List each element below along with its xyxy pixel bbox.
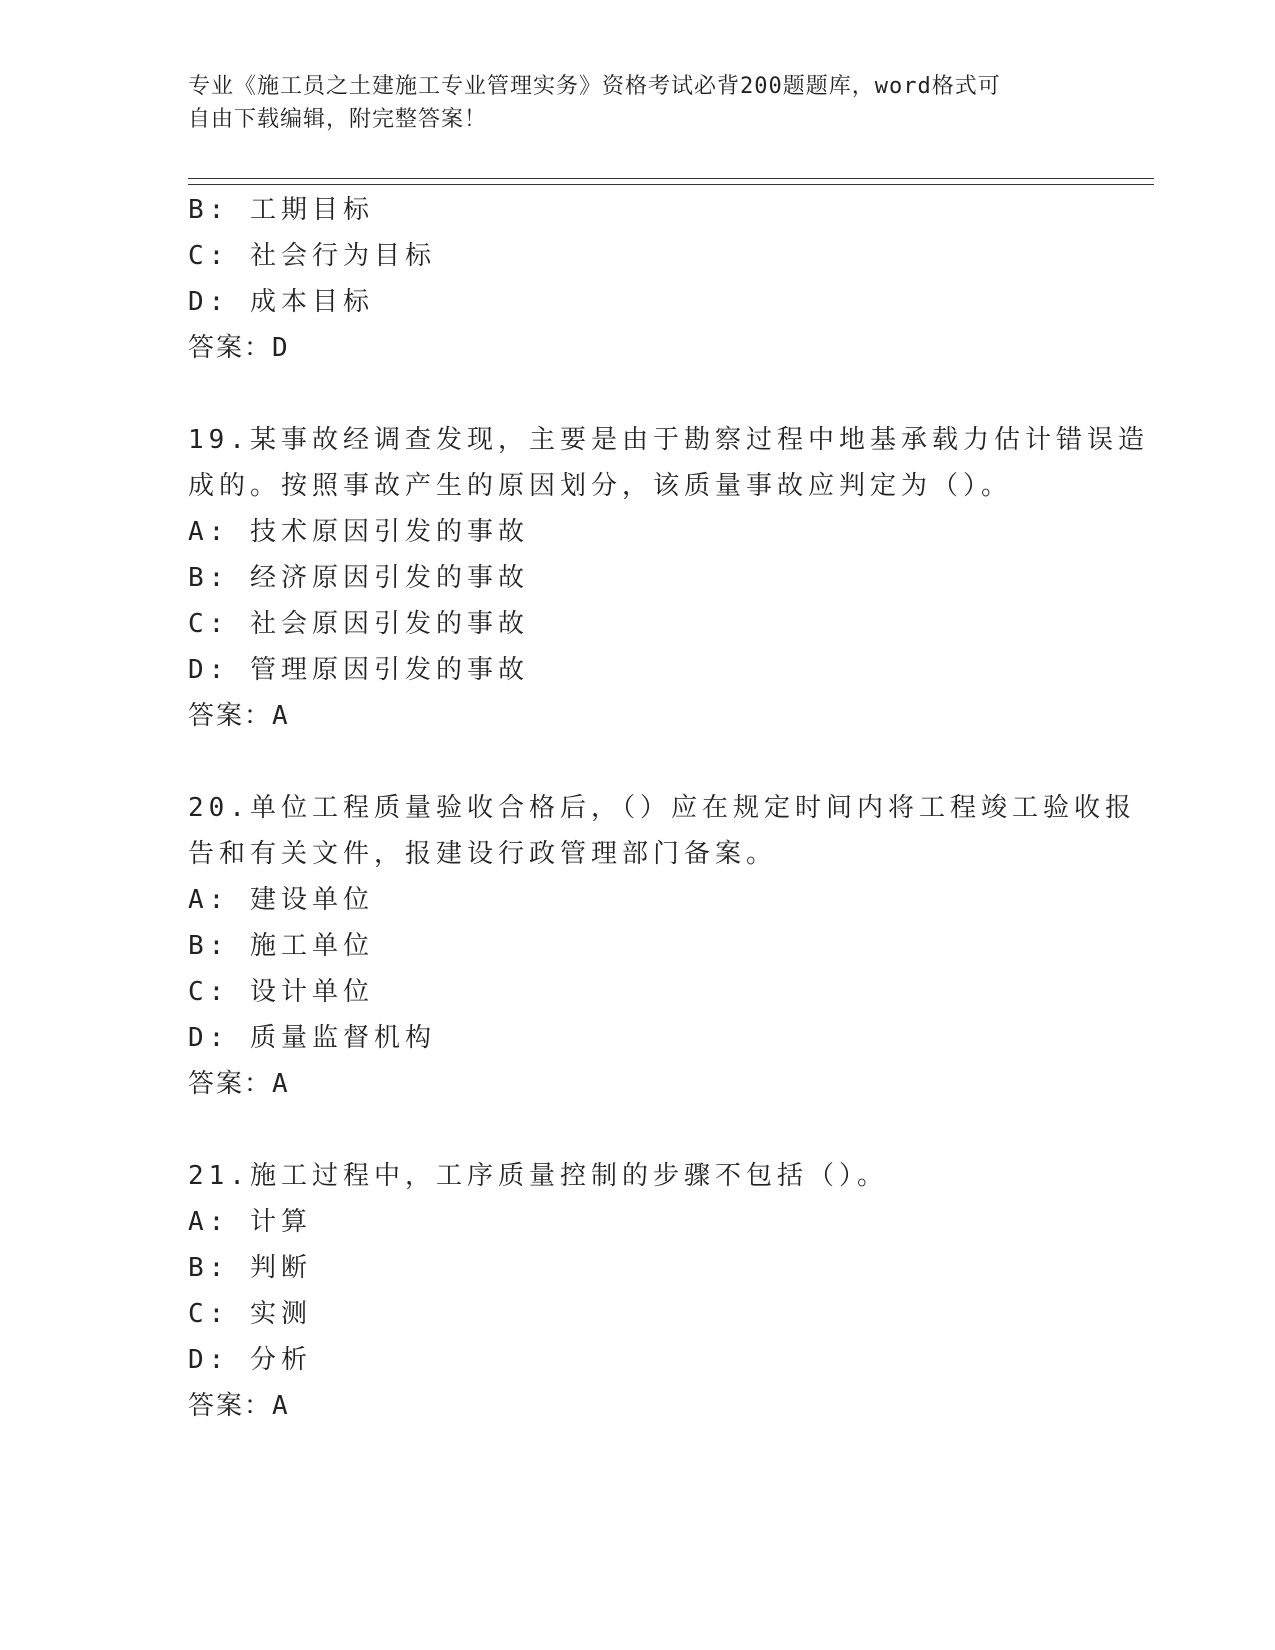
answer-label: 答案： bbox=[188, 333, 273, 363]
question-21 bbox=[188, 1153, 1088, 1429]
answer-label: 答案： bbox=[188, 1069, 273, 1099]
header-title-line-2: 自由下载编辑，附完整答案！ bbox=[188, 107, 488, 132]
answer-value: A bbox=[272, 701, 288, 731]
partial-question bbox=[188, 187, 1088, 371]
question-19 bbox=[188, 417, 1149, 739]
option-b: B: 施工单位 bbox=[188, 931, 374, 961]
option-c: C: 社会行为目标 bbox=[188, 241, 436, 271]
question-20 bbox=[188, 785, 1136, 1107]
answer-line bbox=[188, 325, 1088, 371]
spacer bbox=[188, 1107, 1088, 1153]
answer-line bbox=[188, 1383, 1088, 1429]
question-text-line-2: 告和有关文件，报建设行政管理部门备案。 bbox=[188, 839, 778, 869]
answer-value: A bbox=[272, 1069, 288, 1099]
answer-line bbox=[188, 1061, 1088, 1107]
document-header bbox=[188, 70, 1088, 136]
spacer bbox=[188, 739, 1088, 785]
question-text-line-1: 21.施工过程中，工序质量控制的步骤不包括（）。 bbox=[188, 1161, 888, 1191]
answer-label: 答案： bbox=[188, 701, 273, 731]
question-text-line-1: 19.某事故经调查发现，主要是由于勘察过程中地基承载力估计错误造 bbox=[188, 425, 1149, 455]
header-title-line-1: 专业《施工员之土建施工专业管理实务》资格考试必背200题题库，word格式可 bbox=[188, 74, 1001, 99]
header-double-rule bbox=[188, 178, 1154, 185]
option-a: A: 建设单位 bbox=[188, 885, 374, 915]
answer-line bbox=[188, 693, 1088, 739]
question-list bbox=[188, 187, 1149, 1429]
option-c: C: 设计单位 bbox=[188, 977, 374, 1007]
option-a: A: 技术原因引发的事故 bbox=[188, 517, 529, 547]
answer-value: D bbox=[272, 333, 288, 363]
option-d: D: 管理原因引发的事故 bbox=[188, 655, 529, 685]
question-text-line-2: 成的。按照事故产生的原因划分，该质量事故应判定为（）。 bbox=[188, 471, 1013, 501]
option-c: C: 社会原因引发的事故 bbox=[188, 609, 529, 639]
option-b: B: 经济原因引发的事故 bbox=[188, 563, 529, 593]
option-c: C: 实测 bbox=[188, 1299, 312, 1329]
option-a: A: 计算 bbox=[188, 1207, 312, 1237]
answer-value: A bbox=[272, 1391, 288, 1421]
option-d: D: 分析 bbox=[188, 1345, 312, 1375]
option-b: B: 判断 bbox=[188, 1253, 312, 1283]
spacer bbox=[188, 371, 1088, 417]
option-d: D: 成本目标 bbox=[188, 287, 374, 317]
option-b: B: 工期目标 bbox=[188, 195, 374, 225]
question-text-line-1: 20.单位工程质量验收合格后，（）应在规定时间内将工程竣工验收报 bbox=[188, 793, 1136, 823]
option-d: D: 质量监督机构 bbox=[188, 1023, 436, 1053]
answer-label: 答案： bbox=[188, 1391, 273, 1421]
